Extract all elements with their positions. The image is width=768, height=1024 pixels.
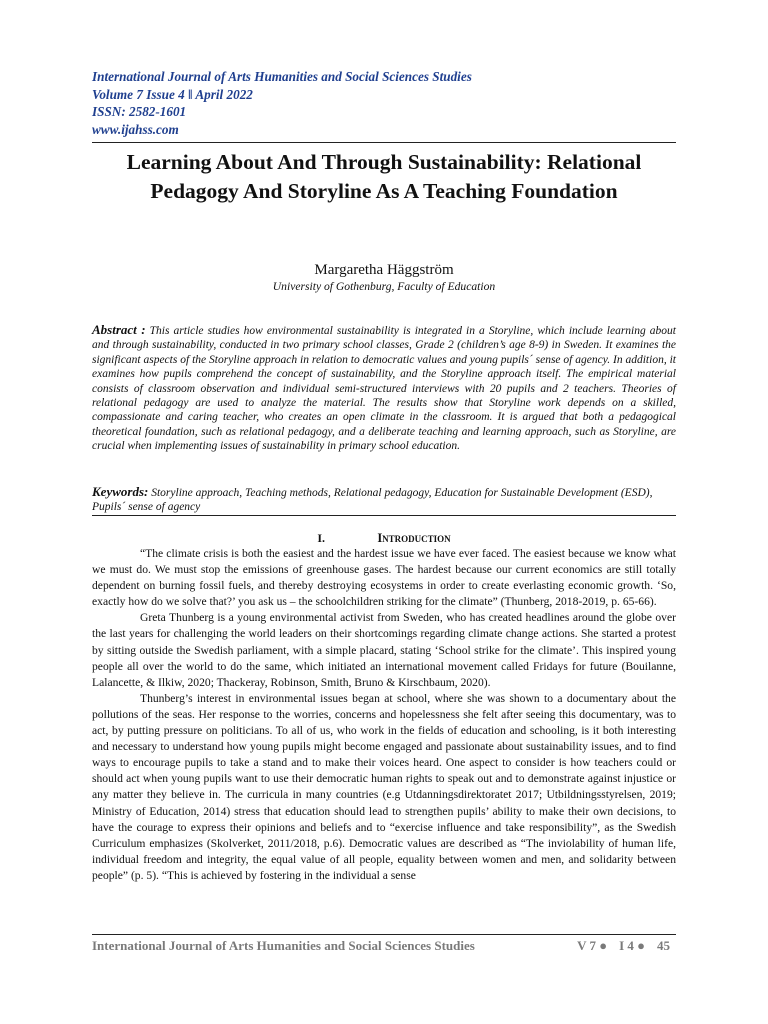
abstract [92,323,676,454]
keywords-divider [92,515,676,516]
journal-name: International Journal of Arts Humanities and Social Sciences Studies [92,69,472,84]
journal-header [92,68,692,138]
article-title: Learning About And Through Sustainability: Relational Pedagogy And Storyline As A Teaching Foundation [126,150,642,203]
journal-url[interactable]: www.ijahss.com [92,121,179,137]
author-name: Margaretha Häggström [314,262,454,278]
footer-issue-info [565,937,670,955]
footer-journal: International Journal of Arts Humanities and Social Sciences Studies [92,938,475,953]
body-text [92,546,676,884]
page-footer [92,937,676,955]
footer-issue: I 4 ● [619,938,645,953]
body-paragraph: “The climate crisis is both the easiest and the hardest issue we have ever faced. The easiest because we know what we must do. We must stop the emissions of greenhouse gases. The hardest because our current economics are still totally dependent on burning fossil fuels, and thereby destroying ecosystems in order to create everlasting economic growth. ‘So, exactly how do we solve that?’ you ask us – the schoolchildren striking for the climate” (Thunberg, 2018-2019, p. 65-66). [92,547,676,609]
keywords-label: Keywords: [92,484,149,499]
page-number: 45 [657,938,670,953]
journal-issn: ISSN: 2582-1601 [92,104,187,119]
body-paragraph: Thunberg’s interest in environmental issues began at school, where she was shown to a documentary about the pollutions of the seas. Her response to the worries, concerns and hopelessness she felt after seeing this documentary, was to act, by putting pressure on politicians. To all of us, who work in the fields of education and schooling, is it both interesting and necessary to understand how young pupils might become engaged and passionate about sustainability issues, and to find ways to encourage pupils to take a stand and to make their voices heard. One aspect to consider is how teachers could or should act when young pupils want to use their democratic human rights to speak out and to demonstrate against injustice or any matter they believe in. The curricula in many countries (e.g Utdanningsdirektoratet 2017; Utbildningsstyrelsen, 2019; Ministry of Education, 2014) stress that education should lead to strengthen pupils’ ability to make their own decisions, to have the courage to express their opinions and beliefs and to “exercise influence and take responsibility”, as the Swedish Curriculum emphasizes (Skolverket, 2011/2018, p.6). Democratic values are described as “The inviolability of human life, individual freedom and integrity, the equal value of all people, equality between women and men, and solidarity between people” (p. 5). “This is achieved by fostering in the individual a sense [92,691,676,882]
keywords [92,485,676,514]
abstract-label: Abstract : [92,322,146,337]
abstract-text: This article studies how environmental sustainability is integrated in a Storyline, which include learning about and through sustainability, conducted in two primary school classes, Grade 2 (children’s age 8-9) in Sweden. It examines the significant aspects of the Storyline approach in relation to democratic values and young pupils´ sense of agency. In addition, it examines how pupils comprehend the concept of sustainability, and the Storyline approach itself. The empirical material consists of classroom observation and individual semi-structured interviews with 20 pupils and 2 teachers. Theories of relational pedagogy are used to analyze the material. The results show that Storyline work depends on a skilled, compassionate and caring teacher, who creates an open climate in the classroom. It is argued that both a pedagogical theoretical foundation, such as relational pedagogy, and a deliberate teaching and learning approach, such as Storyline, are crucial when implementing issues of sustainability in primary school education. [92,325,676,453]
author-affiliation: University of Gothenburg, Faculty of Education [272,280,496,293]
section-title: Introduction [377,531,451,545]
section-number: I. [317,531,325,545]
section-heading [92,531,676,545]
header-divider [92,142,676,143]
keywords-text: Storyline approach, Teaching methods, Relational pedagogy, Education for Sustainable Development (ESD), Pupils´ sense of agency [92,487,653,513]
footer-divider [92,934,676,935]
journal-volume-issue: Volume 7 Issue 4 ǁ April 2022 [92,86,253,102]
footer-volume: V 7 ● [577,938,608,953]
body-paragraph: Greta Thunberg is a young environmental activist from Sweden, who has created headlines around the globe over the last years for challenging the world leaders on their shortcomings regarding climate change actions. She started a protest by sitting outside the Swedish parliament, with a simple placard, stating ‘School strike for the climate’. This inspired young people all over the world to do the same, which initiated an international movement called Fridays for future (Bouilanne, Lalancette, & Ilkiw, 2020; Thackeray, Robinson, Smith, Bruno & Kirschbaum, 2020). [92,611,676,689]
